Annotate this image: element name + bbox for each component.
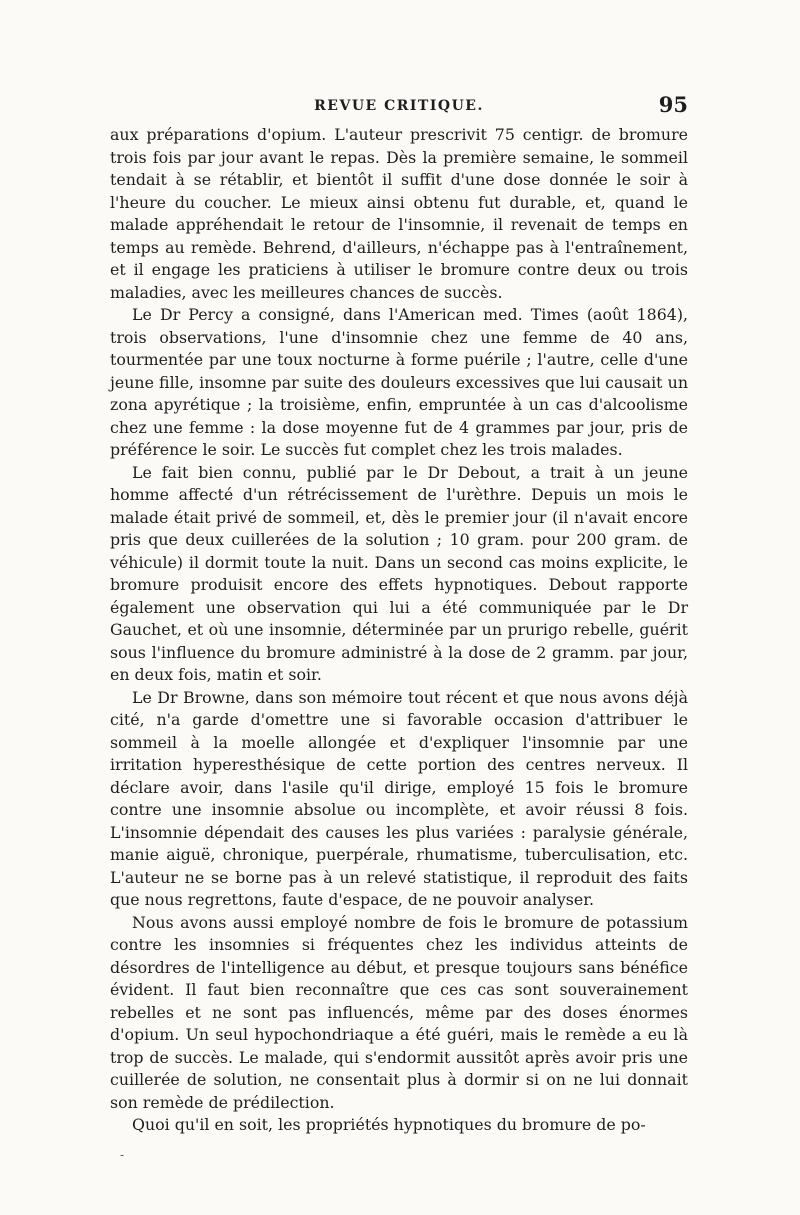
paragraph-own-experience: Nous avons aussi employé nombre de fois le bromure de potassium contre les insomnies si fréquentes chez les individus atteints de désordres de l'intelligence au début, et presque toujours sans bénéfice évident. Il faut bien reconnaître que ces cas sont souverainement rebelles et ne sont pas influencés, même par des doses énormes d'opium. Un seul hypochondriaque a été guéri, mais le remède a eu là trop de succès. Le malade, qui s'endormit aussitôt après avoir pris une cuillerée de solution, ne consentait plus à dormir si on ne lui donnait son remède de prédilection. (110, 912, 688, 1112)
paragraph-browne: Le Dr Browne, dans son mémoire tout récent et que nous avons déjà cité, n'a garde d'omettre une si favorable occasion d'attribuer le sommeil à la moelle allongée et d'expliquer l'insomnie par une irritation hyperesthésique de cette portion des centres nerveux. Il déclare avoir, dans l'asile qu'il dirige, employé 15 fois le bromure contre une insomnie absolue ou incomplète, et avoir réussi 8 fois. L'insomnie dépendait des causes les plus variées : paralysie générale, manie aiguë, chronique, puerpérale, rhumatisme, tuberculisation, etc. L'auteur ne se borne pas à un relevé statistique, il reproduit des faits que nous regrettons, faute d'espace, de ne pouvoir analyser. (110, 687, 688, 909)
paragraph-debout: Le fait bien connu, publié par le Dr Debout, a trait à un jeune homme affecté d'un rétrécissement de l'urèthre. Depuis un mois le malade était privé de sommeil, et, dès le premier jour (il n'avait encore pris que deux cuillerées de la solution ; 10 gram. pour 200 gram. de véhicule) il dormit toute la nuit. Dans un second cas moins explicite, le bromure produisit encore des effets hypnotiques. Debout rapporte également une observation qui lui a été communiquée par le Dr Gauchet, et où une insomnie, déterminée par un prurigo rebelle, guérit sous l'influence du bromure administré à la dose de 2 gramm. par jour, en deux fois, matin et soir. (110, 462, 688, 684)
body-text (110, 124, 688, 1137)
running-title: REVUE CRITIQUE. (314, 98, 484, 114)
document-page (110, 92, 688, 1137)
paragraph-percy: Le Dr Percy a consigné, dans l'American med. Times (août 1864), trois observations, l'une d'insomnie chez une femme de 40 ans, tourmentée par une toux nocturne à forme puérile ; l'autre, celle d'une jeune fille, insomne par suite des douleurs excessives que lui causait un zona apyrétique ; la troisième, enfin, empruntée à un cas d'alcoolisme chez une femme : la dose moyenne fut de 4 grammes par jour, pris de préférence le soir. Le succès fut complet chez les trois malades. (110, 305, 688, 459)
page-number: 95 (658, 92, 688, 117)
paragraph-closing: Quoi qu'il en soit, les propriétés hypnotiques du bromure de po- (132, 1115, 646, 1134)
paragraph-continuation: aux préparations d'opium. L'auteur prescrivit 75 centigr. de bromure trois fois par jour avant le repas. Dès la première semaine, le sommeil tendait à se rétablir, et bientôt il suffit d'une dose donnée le soir à l'heure du coucher. Le mieux ainsi obtenu fut durable, et, quand le malade appréhendait le retour de l'insomnie, il revenait de temps en temps au remède. Behrend, d'ailleurs, n'échappe pas à l'entraînement, et il engage les praticiens à utiliser le bromure contre deux ou trois maladies, avec les meilleures chances de succès. (110, 125, 688, 302)
running-header (110, 92, 688, 124)
footer-mark: - (120, 1148, 125, 1162)
